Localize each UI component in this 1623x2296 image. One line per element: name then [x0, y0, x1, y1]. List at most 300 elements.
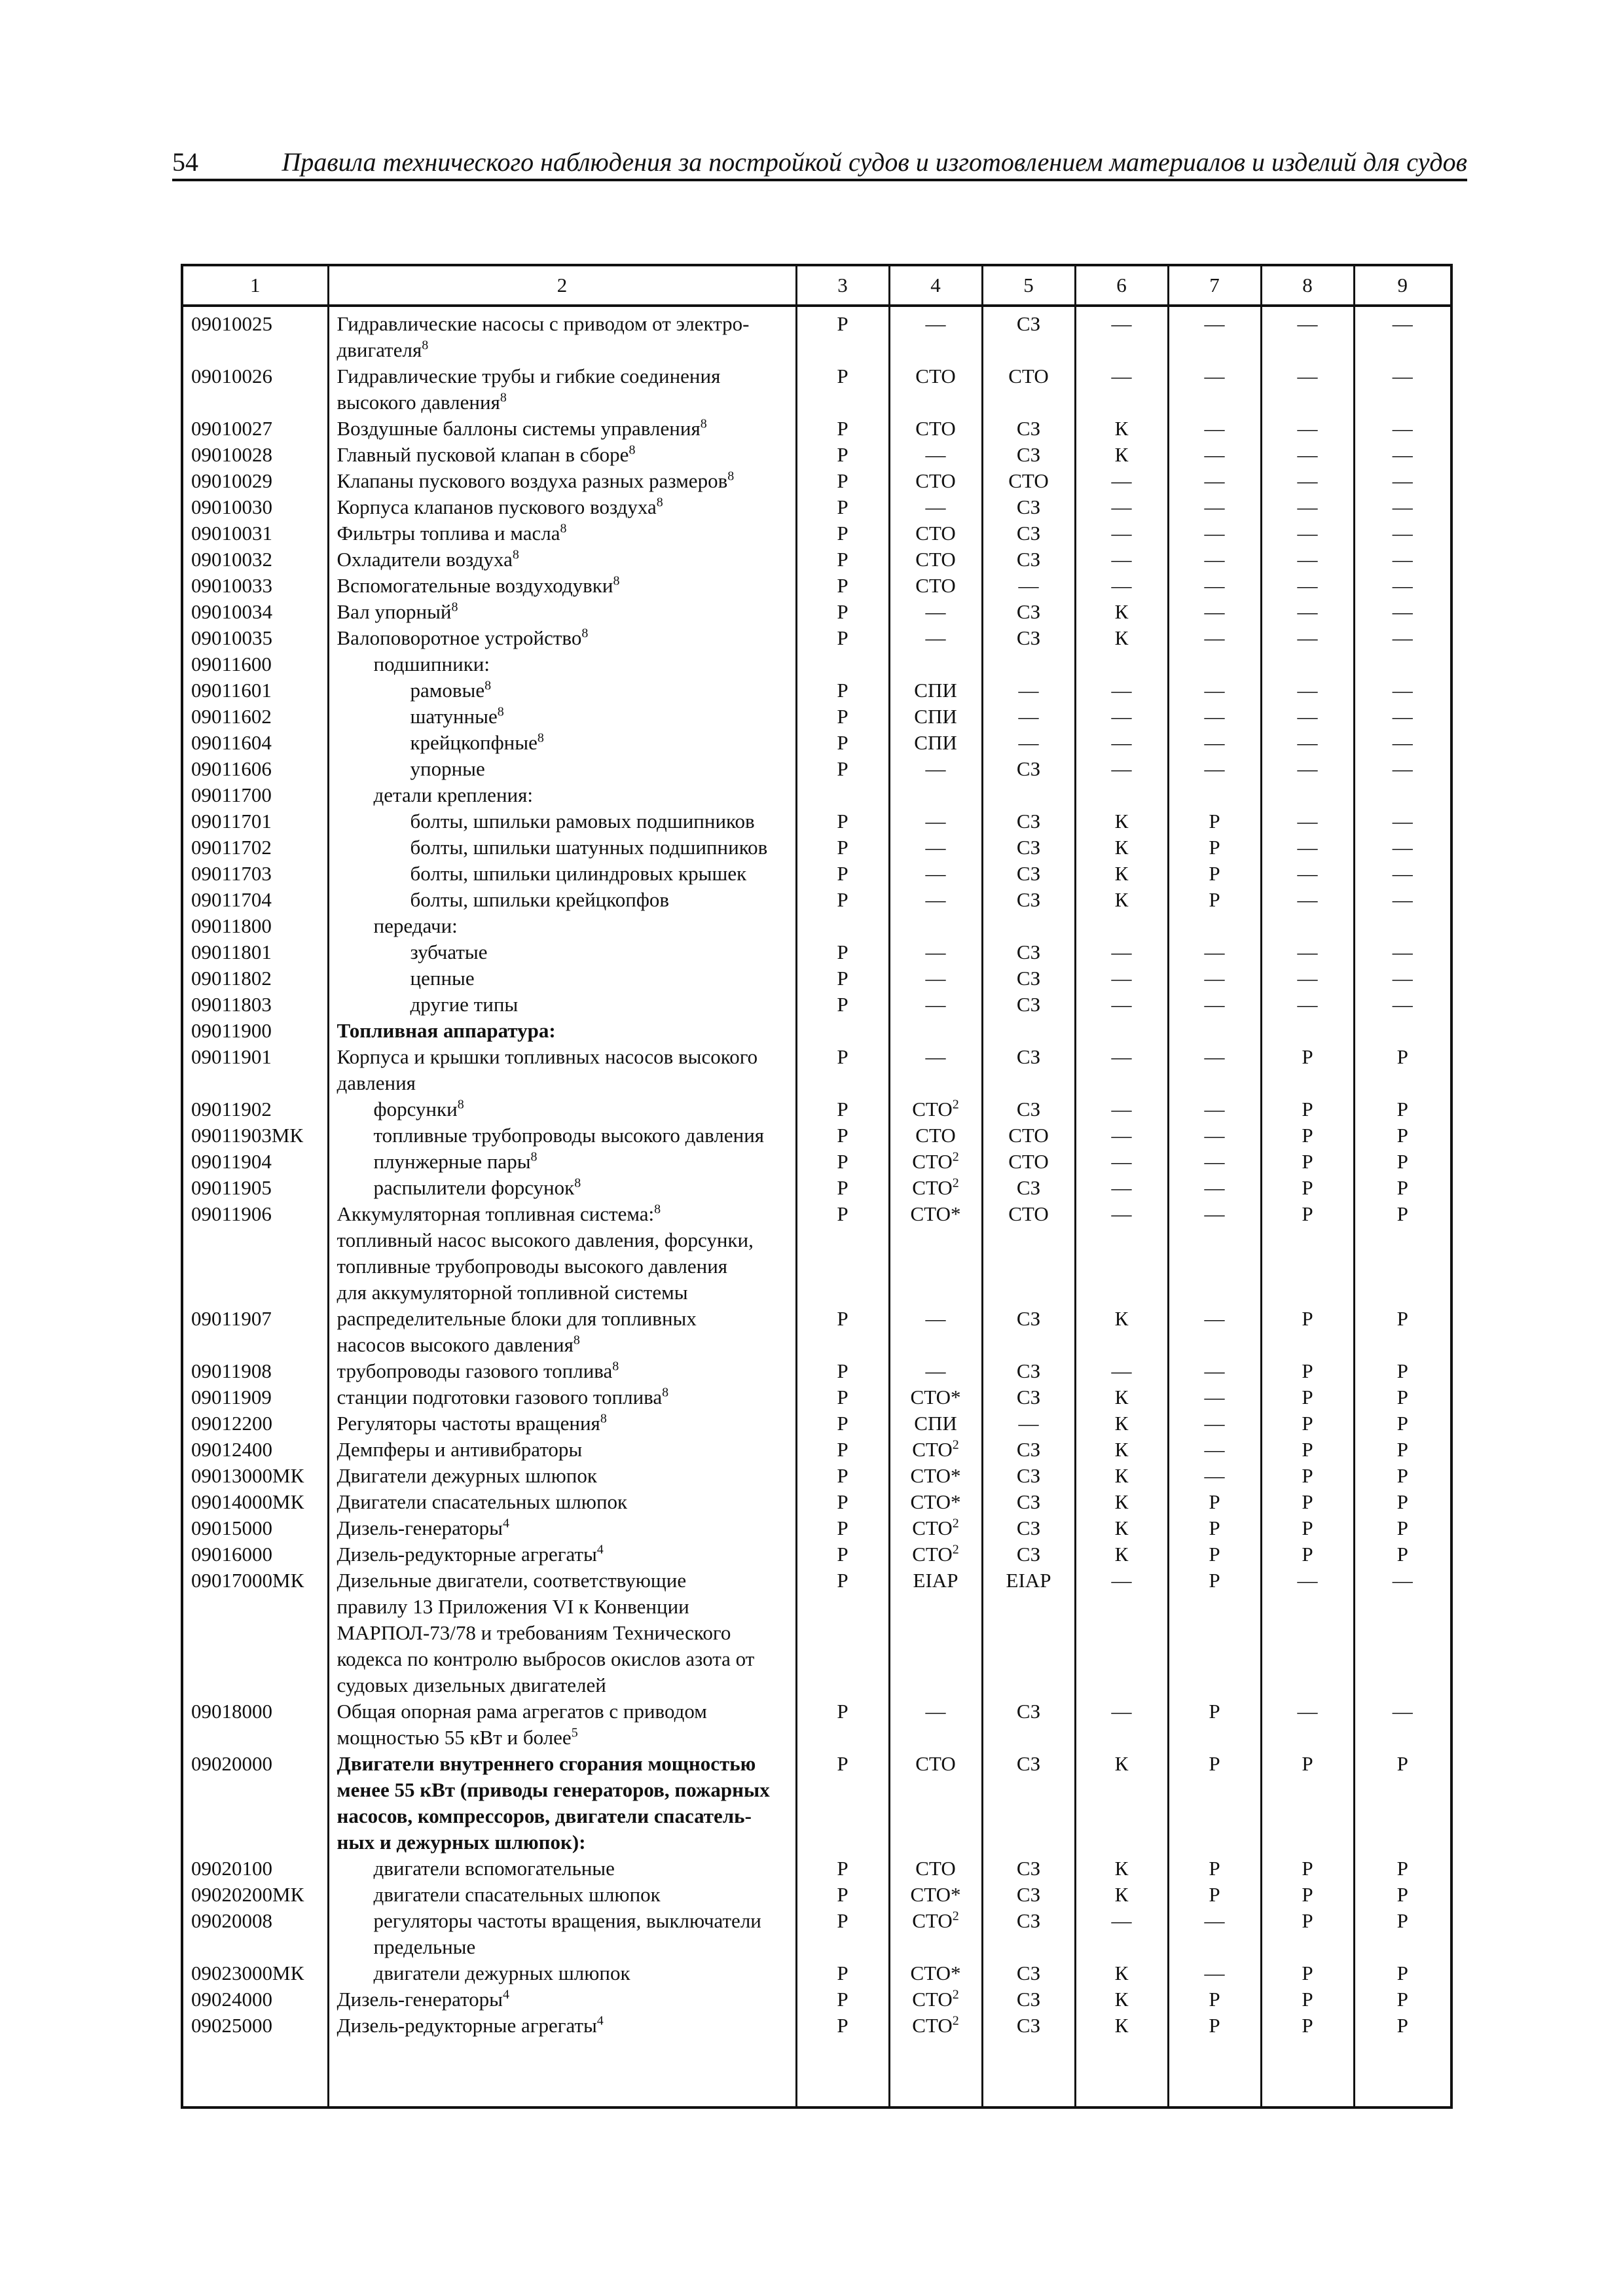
cell-c3: Р: [796, 1751, 889, 1856]
cell-c8: Р: [1261, 1358, 1354, 1384]
description-line: Корпуса клапанов пускового воздуха$^8$: [337, 495, 663, 518]
item-description: [328, 965, 796, 992]
table-row: [183, 1410, 1450, 1437]
table-row: [183, 1384, 1450, 1410]
cell-c3: Р: [796, 625, 889, 651]
description-line: распределительные блоки для топливных: [337, 1307, 697, 1330]
description-line: МАРПОЛ-73/78 и требованиям Технического: [337, 1621, 731, 1644]
cell-c9: [1354, 782, 1450, 808]
cell-c7: —: [1168, 1201, 1261, 1306]
cell-c7: —: [1168, 1306, 1261, 1358]
item-description: [328, 306, 796, 363]
cell-c5: СТО: [982, 1122, 1075, 1149]
item-description: [328, 834, 796, 861]
cell-c6: К: [1075, 1515, 1168, 1541]
cell-c5: СЗ: [982, 306, 1075, 363]
item-description: [328, 442, 796, 468]
item-description: [328, 1541, 796, 1568]
item-description: [328, 416, 796, 442]
description-line: Дизель-редукторные агрегаты$^4$: [337, 2013, 604, 2037]
item-description: [328, 625, 796, 651]
cell-c5: СЗ: [982, 1882, 1075, 1908]
cell-c6: К: [1075, 625, 1168, 651]
table-row: [183, 1698, 1450, 1751]
cell-c6: К: [1075, 2013, 1168, 2039]
cell-c4: СТО: [889, 468, 982, 494]
table-row: [183, 1489, 1450, 1515]
cell-c5: [982, 651, 1075, 677]
item-code: 09024000: [191, 1988, 272, 2011]
cell-c6: —: [1075, 494, 1168, 520]
cell-c7: —: [1168, 1122, 1261, 1149]
cell-c8: —: [1261, 965, 1354, 992]
cell-c9: Р: [1354, 1986, 1450, 2013]
cell-c4: СТО*: [889, 1384, 982, 1410]
cell-c9: —: [1354, 520, 1450, 547]
cell-c4: СТО$^2$: [889, 1437, 982, 1463]
item-code: 09011703: [191, 862, 272, 885]
cell-c5: СЗ: [982, 1044, 1075, 1096]
cell-c7: —: [1168, 1358, 1261, 1384]
table-row: [183, 1960, 1450, 1986]
cell-c3: Р: [796, 1568, 889, 1698]
footnote-ref: 8: [484, 678, 492, 693]
cell-c6: К: [1075, 1986, 1168, 2013]
item-code: 09018000: [191, 1700, 272, 1723]
item-code: 09010030: [191, 495, 272, 518]
cell-c7: —: [1168, 756, 1261, 782]
description-line: Демпферы и антивибраторы: [337, 1438, 583, 1461]
cell-c9: —: [1354, 306, 1450, 363]
description-line: ных и дежурных шлюпок):: [337, 1831, 586, 1854]
cell-c5: СТО: [982, 363, 1075, 416]
item-description: [328, 573, 796, 599]
item-description: [328, 808, 796, 834]
item-code: 09011908: [191, 1359, 272, 1382]
cell-c3: Р: [796, 442, 889, 468]
cell-c8: Р: [1261, 1960, 1354, 1986]
cell-c7: —: [1168, 1149, 1261, 1175]
cell-c8: —: [1261, 992, 1354, 1018]
table-row: [183, 834, 1450, 861]
cell-c6: —: [1075, 1044, 1168, 1096]
description-line: Гидравлические трубы и гибкие соединения: [337, 365, 721, 387]
cell-c8: —: [1261, 1568, 1354, 1698]
cell-c9: —: [1354, 861, 1450, 887]
cell-c9: —: [1354, 887, 1450, 913]
cell-c3: [796, 782, 889, 808]
cell-c5: СЗ: [982, 756, 1075, 782]
cell-c3: [796, 651, 889, 677]
cell-c4: СТО: [889, 1751, 982, 1856]
cell-c8: Р: [1261, 1882, 1354, 1908]
cell-c7: —: [1168, 306, 1261, 363]
description-line: Двигатели дежурных шлюпок: [337, 1464, 597, 1487]
footnote-ref: 8: [656, 495, 663, 510]
cell-c4: —: [889, 625, 982, 651]
cell-c7: Р: [1168, 887, 1261, 913]
cell-c9: —: [1354, 808, 1450, 834]
cell-c9: —: [1354, 834, 1450, 861]
cell-c3: Р: [796, 520, 889, 547]
cell-c3: Р: [796, 1986, 889, 2013]
item-code: 09011600: [191, 653, 272, 675]
cell-c3: Р: [796, 599, 889, 625]
cell-c7: Р: [1168, 1986, 1261, 2013]
footnote-ref: 2: [952, 2013, 959, 2028]
item-description: [328, 704, 796, 730]
table-row: [183, 939, 1450, 965]
cell-c3: Р: [796, 1122, 889, 1149]
cell-c8: —: [1261, 939, 1354, 965]
item-code: 09011906: [191, 1202, 272, 1225]
description-line: насосов, компрессоров, двигатели спасатель-: [337, 1804, 752, 1827]
table-row: [183, 1751, 1450, 1856]
item-description: [328, 887, 796, 913]
table-row: [183, 306, 1450, 363]
cell-c3: Р: [796, 965, 889, 992]
description-line: Дизельные двигатели, соответствующие: [337, 1569, 687, 1592]
cell-c4: СТО: [889, 573, 982, 599]
cell-c8: Р: [1261, 1306, 1354, 1358]
table-filler-row: [183, 2039, 1450, 2109]
description-line: станции подготовки газового топлива$^8$: [337, 1385, 669, 1408]
cell-c5: СЗ: [982, 1908, 1075, 1960]
cell-c6: К: [1075, 1437, 1168, 1463]
cell-c6: —: [1075, 1568, 1168, 1698]
cell-c5: СЗ: [982, 442, 1075, 468]
footnote-ref: 4: [596, 1542, 604, 1557]
cell-c6: —: [1075, 965, 1168, 992]
cell-c9: Р: [1354, 1882, 1450, 1908]
table-row: [183, 1463, 1450, 1489]
item-code: 09011802: [191, 967, 272, 990]
cell-c7: Р: [1168, 1882, 1261, 1908]
cell-c7: —: [1168, 1175, 1261, 1201]
item-code: 09011704: [191, 888, 272, 911]
description-line: двигатели спасательных шлюпок: [373, 1883, 661, 1906]
cell-c7: —: [1168, 1384, 1261, 1410]
cell-c8: —: [1261, 494, 1354, 520]
cell-c8: Р: [1261, 1410, 1354, 1437]
cell-c7: —: [1168, 599, 1261, 625]
cell-c9: —: [1354, 494, 1450, 520]
item-code: 09011601: [191, 679, 272, 702]
cell-c5: СЗ: [982, 2013, 1075, 2039]
cell-c5: СЗ: [982, 1384, 1075, 1410]
cell-c9: Р: [1354, 1175, 1450, 1201]
cell-c4: —: [889, 965, 982, 992]
footnote-ref: 8: [497, 704, 504, 719]
cell-c3: Р: [796, 1882, 889, 1908]
description-line: менее 55 кВт (приводы генераторов, пожарных: [337, 1778, 770, 1801]
cell-c4: СТО*: [889, 1489, 982, 1515]
cell-c9: —: [1354, 625, 1450, 651]
cell-c5: СЗ: [982, 992, 1075, 1018]
cell-c5: СЗ: [982, 1856, 1075, 1882]
cell-c6: К: [1075, 599, 1168, 625]
cell-c7: Р: [1168, 1515, 1261, 1541]
table-row: [183, 704, 1450, 730]
column-header: 3: [796, 266, 889, 306]
cell-c8: [1261, 651, 1354, 677]
description-line: Валоповоротное устройство$^8$: [337, 626, 589, 649]
description-line: топливный насос высокого давления, форсунки,: [337, 1229, 754, 1251]
cell-c5: СЗ: [982, 1175, 1075, 1201]
table-row: [183, 1201, 1450, 1306]
item-code: 09010034: [191, 600, 272, 623]
cell-c5: —: [982, 1410, 1075, 1437]
description-line: Дизель-редукторные агрегаты$^4$: [337, 1542, 604, 1566]
footnote-ref: 2: [952, 1516, 959, 1531]
cell-c7: Р: [1168, 861, 1261, 887]
cell-c9: Р: [1354, 1541, 1450, 1568]
footnote-ref: 2: [952, 1097, 959, 1112]
cell-c6: К: [1075, 1489, 1168, 1515]
cell-c5: СТО: [982, 1149, 1075, 1175]
description-line: крейцкопфные$^8$: [410, 730, 544, 754]
cell-c7: —: [1168, 1960, 1261, 1986]
item-description: [328, 1437, 796, 1463]
cell-c8: —: [1261, 547, 1354, 573]
item-description: [328, 1882, 796, 1908]
table-row: [183, 1044, 1450, 1096]
cell-c4: —: [889, 887, 982, 913]
cell-c8: Р: [1261, 1149, 1354, 1175]
cell-c5: СЗ: [982, 520, 1075, 547]
item-code: 09010031: [191, 522, 272, 545]
item-description: [328, 1122, 796, 1149]
cell-c5: СЗ: [982, 1306, 1075, 1358]
table-row: [183, 913, 1450, 939]
cell-c9: —: [1354, 992, 1450, 1018]
item-description: [328, 520, 796, 547]
cell-c5: СТО: [982, 1201, 1075, 1306]
cell-c3: Р: [796, 1410, 889, 1437]
cell-c9: Р: [1354, 1384, 1450, 1410]
footnote-ref: 8: [600, 1411, 607, 1426]
cell-c6: К: [1075, 1541, 1168, 1568]
cell-c9: —: [1354, 730, 1450, 756]
cell-c6: К: [1075, 1463, 1168, 1489]
cell-c5: СЗ: [982, 1541, 1075, 1568]
table-row: [183, 1358, 1450, 1384]
cell-c7: [1168, 782, 1261, 808]
item-description: [328, 1515, 796, 1541]
item-code: 09011909: [191, 1386, 272, 1408]
table-row: [183, 1149, 1450, 1175]
item-description: [328, 730, 796, 756]
item-code: 09011606: [191, 757, 272, 780]
cell-c8: Р: [1261, 1175, 1354, 1201]
item-code: 09012400: [191, 1438, 272, 1461]
cell-c3: Р: [796, 306, 889, 363]
item-code: 09010025: [191, 312, 272, 335]
cell-c8: —: [1261, 599, 1354, 625]
cell-c7: —: [1168, 677, 1261, 704]
column-header: 5: [982, 266, 1075, 306]
description-line: Двигатели внутреннего сгорания мощностью: [337, 1752, 756, 1775]
item-description: [328, 1410, 796, 1437]
item-description: [328, 992, 796, 1018]
cell-c9: Р: [1354, 1960, 1450, 1986]
description-line: болты, шпильки рамовых подшипников: [410, 810, 755, 833]
cell-c5: СЗ: [982, 834, 1075, 861]
description-line: плунжерные пары$^8$: [373, 1149, 538, 1173]
cell-c6: К: [1075, 1306, 1168, 1358]
footnote-ref: 5: [571, 1725, 578, 1740]
cell-c5: СЗ: [982, 939, 1075, 965]
cell-c5: СЗ: [982, 547, 1075, 573]
cell-c3: Р: [796, 1541, 889, 1568]
item-code: 09011700: [191, 783, 272, 806]
cell-c6: [1075, 782, 1168, 808]
cell-c5: СЗ: [982, 1960, 1075, 1986]
item-code: 09011800: [191, 914, 272, 937]
cell-c5: СЗ: [982, 494, 1075, 520]
cell-c3: Р: [796, 1096, 889, 1122]
cell-c8: —: [1261, 625, 1354, 651]
table-row: [183, 730, 1450, 756]
cell-c6: К: [1075, 834, 1168, 861]
footnote-ref: 8: [537, 730, 544, 745]
cell-c8: [1261, 913, 1354, 939]
cell-c7: [1168, 1018, 1261, 1044]
item-code: 09011801: [191, 941, 272, 963]
cell-c8: —: [1261, 1698, 1354, 1751]
cell-c6: —: [1075, 468, 1168, 494]
cell-c8: —: [1261, 861, 1354, 887]
cell-c9: Р: [1354, 1515, 1450, 1541]
table-row: [183, 1306, 1450, 1358]
item-code: 09011702: [191, 836, 272, 859]
cell-c3: Р: [796, 2013, 889, 2039]
footnote-ref: 2: [952, 1149, 959, 1164]
cell-c9: Р: [1354, 1489, 1450, 1515]
cell-c5: [982, 1018, 1075, 1044]
cell-c5: СЗ: [982, 965, 1075, 992]
cell-c8: Р: [1261, 1908, 1354, 1960]
description-line: Фильтры топлива и масла$^8$: [337, 521, 567, 545]
column-header: 6: [1075, 266, 1168, 306]
cell-c4: [889, 1018, 982, 1044]
cell-c7: —: [1168, 939, 1261, 965]
item-description: [328, 1384, 796, 1410]
item-description: [328, 1960, 796, 1986]
item-description: [328, 1751, 796, 1856]
footnote-ref: 8: [500, 390, 507, 405]
description-line: насосов высокого давления$^8$: [337, 1333, 580, 1356]
cell-c8: Р: [1261, 1489, 1354, 1515]
cell-c6: К: [1075, 1960, 1168, 1986]
cell-c4: СТО$^2$: [889, 1515, 982, 1541]
cell-c5: СЗ: [982, 808, 1075, 834]
cell-c5: —: [982, 573, 1075, 599]
column-header: 9: [1354, 266, 1450, 306]
footnote-ref: 8: [573, 1333, 580, 1348]
description-line: Охладители воздуха$^8$: [337, 547, 519, 571]
item-code: 09011903МК: [191, 1124, 304, 1147]
cell-c4: EIAP: [889, 1568, 982, 1698]
cell-c5: СЗ: [982, 1463, 1075, 1489]
table-row: [183, 1856, 1450, 1882]
cell-c4: СТО$^2$: [889, 1908, 982, 1960]
cell-c7: Р: [1168, 1751, 1261, 1856]
cell-c7: [1168, 651, 1261, 677]
cell-c4: СПИ: [889, 677, 982, 704]
cell-c9: Р: [1354, 1908, 1450, 1960]
cell-c4: СТО*: [889, 1201, 982, 1306]
table-row: [183, 599, 1450, 625]
cell-c9: —: [1354, 416, 1450, 442]
cell-c5: [982, 782, 1075, 808]
cell-c3: Р: [796, 1856, 889, 1882]
description-line: Главный пусковой клапан в сборе$^8$: [337, 442, 636, 466]
footnote-ref: 4: [503, 1987, 510, 2002]
item-description: [328, 363, 796, 416]
cell-c9: —: [1354, 704, 1450, 730]
item-description: [328, 939, 796, 965]
cell-c6: —: [1075, 573, 1168, 599]
cell-c9: Р: [1354, 1122, 1450, 1149]
cell-c7: —: [1168, 625, 1261, 651]
cell-c9: Р: [1354, 1856, 1450, 1882]
cell-c7: —: [1168, 1908, 1261, 1960]
cell-c6: —: [1075, 1175, 1168, 1201]
cell-c5: СЗ: [982, 625, 1075, 651]
item-description: [328, 913, 796, 939]
table-row: [183, 808, 1450, 834]
cell-c7: Р: [1168, 1489, 1261, 1515]
cell-c8: —: [1261, 363, 1354, 416]
table-row: [183, 416, 1450, 442]
cell-c7: —: [1168, 1096, 1261, 1122]
cell-c6: —: [1075, 1096, 1168, 1122]
item-description: [328, 861, 796, 887]
cell-c8: Р: [1261, 1986, 1354, 2013]
cell-c7: —: [1168, 363, 1261, 416]
cell-c4: СТО$^2$: [889, 1986, 982, 2013]
footnote-ref: 8: [512, 547, 519, 562]
table-row: [183, 651, 1450, 677]
cell-c5: СЗ: [982, 1437, 1075, 1463]
description-line: для аккумуляторной топливной системы: [337, 1281, 688, 1304]
column-header: 7: [1168, 266, 1261, 306]
description-line: кодекса по контролю выбросов окислов азота от: [337, 1647, 755, 1670]
cell-c3: Р: [796, 547, 889, 573]
cell-c4: СТО: [889, 520, 982, 547]
cell-c6: —: [1075, 547, 1168, 573]
cell-c7: Р: [1168, 808, 1261, 834]
cell-c4: —: [889, 808, 982, 834]
cell-c8: —: [1261, 442, 1354, 468]
item-code: 09023000МК: [191, 1962, 304, 1984]
cell-c8: —: [1261, 704, 1354, 730]
description-line: подшипники:: [373, 653, 490, 675]
description-line: детали крепления:: [373, 783, 533, 806]
item-code: 09010035: [191, 626, 272, 649]
item-code: 09011803: [191, 993, 272, 1016]
cell-c4: —: [889, 442, 982, 468]
item-code: 09011602: [191, 705, 272, 728]
cell-c7: Р: [1168, 1568, 1261, 1698]
table-row: [183, 1986, 1450, 2013]
cell-c3: Р: [796, 416, 889, 442]
cell-c8: Р: [1261, 1122, 1354, 1149]
cell-c3: Р: [796, 1698, 889, 1751]
table-row: [183, 782, 1450, 808]
item-description: [328, 756, 796, 782]
